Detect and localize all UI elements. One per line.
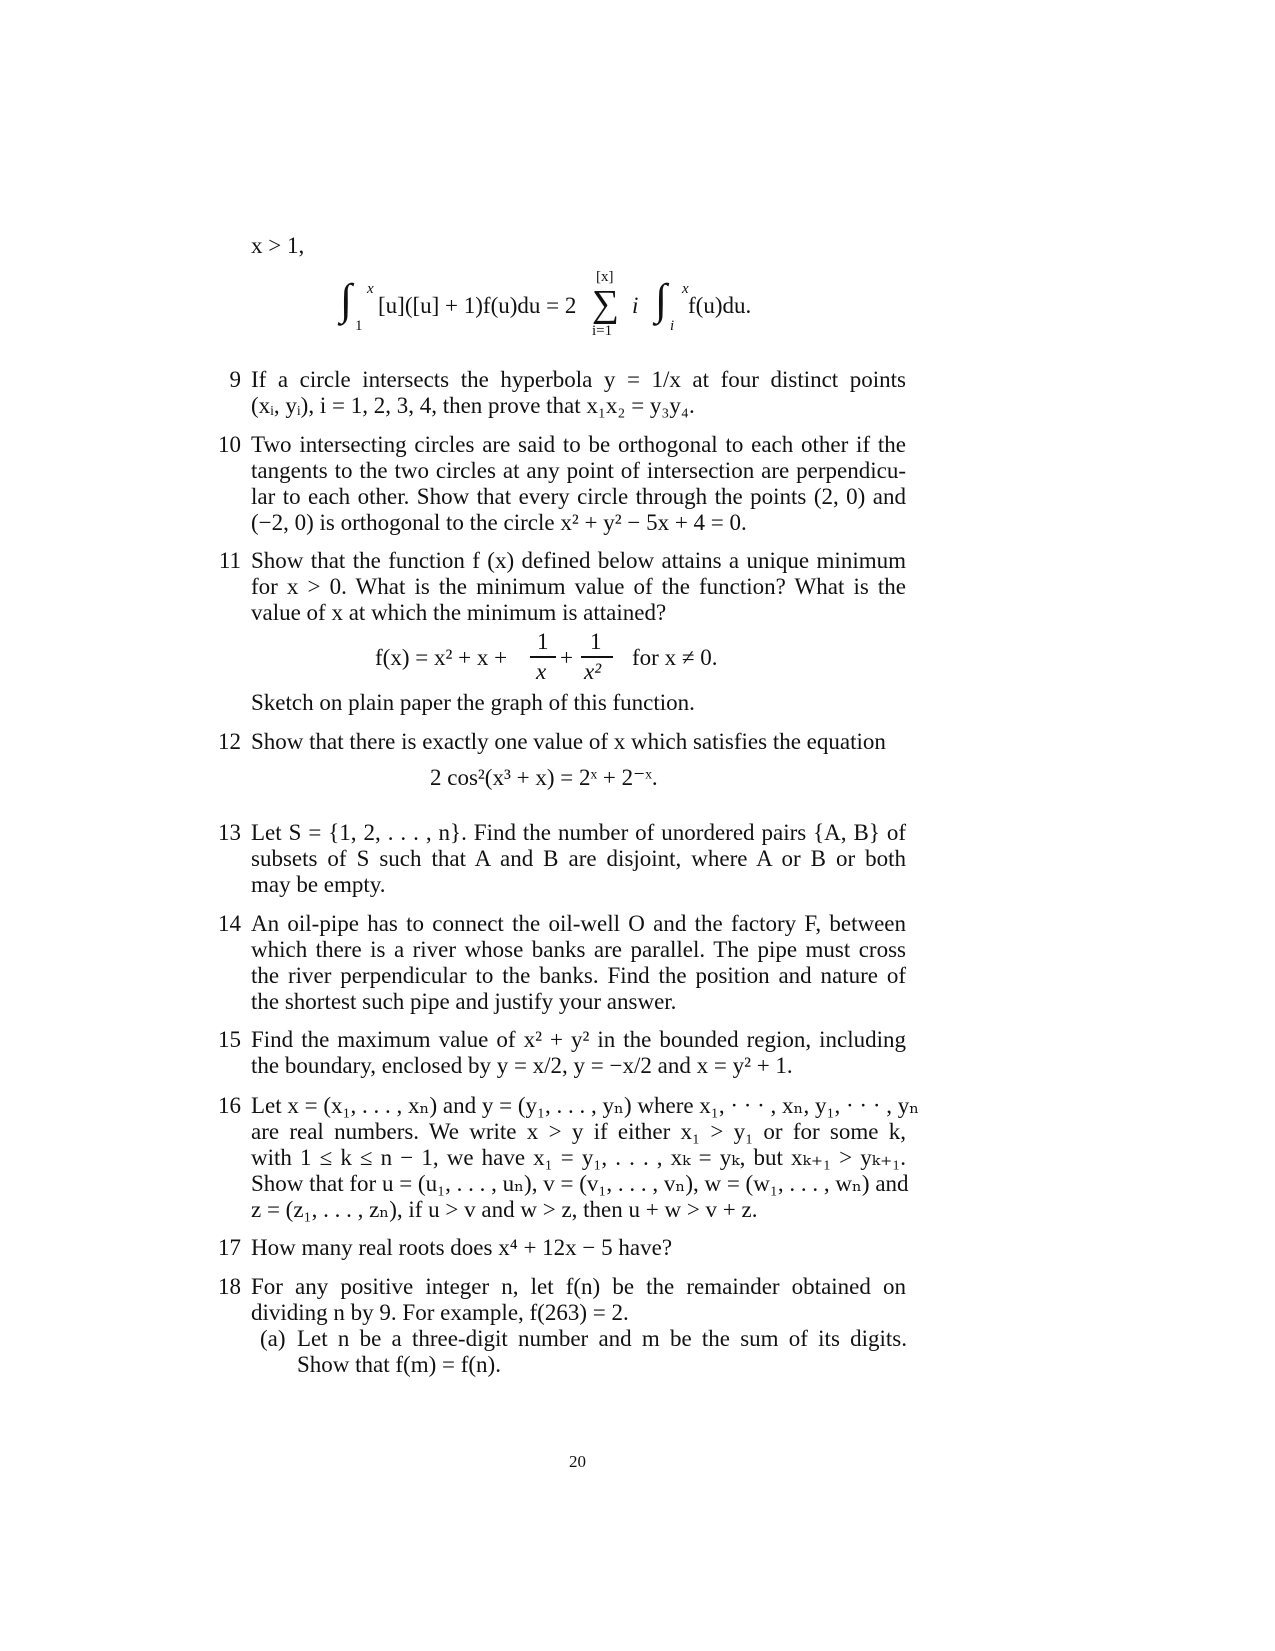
problem-line: Let S = {1, 2, . . . , n}. Find the number of unordered pairs {A, B} of bbox=[251, 820, 906, 845]
problem-number: 17 bbox=[218, 1235, 241, 1260]
integral-sign: ∫ bbox=[340, 275, 353, 324]
problem-line: Two intersecting circles are said to be orthogonal to each other if the bbox=[251, 432, 906, 457]
problem-number: 9 bbox=[229, 367, 241, 392]
problem-line: If a circle intersects the hyperbola y = 1/x at four distinct points bbox=[251, 367, 906, 392]
problem-number: 18 bbox=[218, 1274, 241, 1299]
frac2-den: x² bbox=[584, 659, 602, 684]
sum-term: i bbox=[632, 293, 639, 318]
int2-upper: x bbox=[682, 281, 689, 297]
integral-sign-2: ∫ bbox=[655, 275, 668, 324]
problem-line: Show that there is exactly one value of x which satisfies the equation bbox=[251, 729, 886, 754]
problem-line: which there is a river whose banks are parallel. The pipe must cross bbox=[251, 937, 906, 962]
problem-line: with 1 ≤ k ≤ n − 1, we have x₁ = y₁, . . . , xₖ = yₖ, but xₖ₊₁ > yₖ₊₁. bbox=[251, 1145, 906, 1170]
problem-line: lar to each other. Show that every circle through the points (2, 0) and bbox=[251, 484, 906, 509]
problem-line: (−2, 0) is orthogonal to the circle x² + y² − 5x + 4 = 0. bbox=[251, 510, 747, 535]
problem-line: are real numbers. We write x > y if either x₁ > y₁ or for some k, bbox=[251, 1119, 906, 1144]
problem-line: dividing n by 9. For example, f(263) = 2. bbox=[251, 1300, 629, 1325]
problem-number: 16 bbox=[218, 1093, 241, 1118]
problem-line: How many real roots does x⁴ + 12x − 5 have? bbox=[251, 1235, 673, 1260]
problem-line: z = (z₁, . . . , zₙ), if u > v and w > z, then u + w > v + z. bbox=[251, 1197, 758, 1222]
problem-line: (xᵢ, yᵢ), i = 1, 2, 3, 4, then prove that x₁x₂ = y₃y₄. bbox=[251, 393, 695, 418]
problem-number: 11 bbox=[218, 548, 241, 573]
frac1-num: 1 bbox=[537, 629, 549, 654]
problem-line: the shortest such pipe and justify your answer. bbox=[251, 989, 677, 1014]
sum-sign: ∑ bbox=[592, 283, 620, 325]
problem-number: 14 bbox=[218, 911, 241, 936]
eq-condition: for x ≠ 0. bbox=[632, 645, 718, 670]
frac2-bar bbox=[581, 656, 613, 658]
problem-line: Sketch on plain paper the graph of this function. bbox=[251, 690, 695, 715]
problem-line: Show that the function f (x) defined below attains a unique minimum bbox=[251, 548, 906, 573]
problem-line: Let x = (x₁, . . . , xₙ) and y = (y₁, . . . , yₙ) where x₁, · · · , xₙ, y₁, · · · , yₙ bbox=[251, 1093, 920, 1118]
problem-line: tangents to the two circles at any point of intersection are perpendicu- bbox=[251, 458, 906, 483]
frac2-num: 1 bbox=[590, 629, 602, 654]
int2-lower: i bbox=[670, 318, 675, 334]
cos-equation: 2 cos²(x³ + x) = 2ˣ + 2⁻ˣ. bbox=[430, 765, 658, 790]
plus-sign: + bbox=[560, 645, 573, 670]
problem-number: 15 bbox=[218, 1027, 241, 1052]
sum-upper: [x] bbox=[596, 269, 614, 285]
integral-rhs-tail: f(u)du. bbox=[688, 293, 752, 318]
int-lower: 1 bbox=[355, 318, 363, 334]
problem-line: An oil-pipe has to connect the oil-well O and the factory F, between bbox=[251, 911, 906, 936]
problem-line: For any positive integer n, let f(n) be the remainder obtained on bbox=[251, 1274, 906, 1299]
integral-lhs: [u]([u] + 1)f(u)du = 2 bbox=[378, 293, 577, 318]
problem-line: for x > 0. What is the minimum value of the function? What is the bbox=[251, 574, 906, 599]
intro-text: x > 1, bbox=[251, 233, 305, 258]
problem-line: value of x at which the minimum is attained? bbox=[251, 600, 667, 625]
problem-number: 12 bbox=[218, 729, 241, 754]
problem-line: the boundary, enclosed by y = x/2, y = −x/2 and x = y² + 1. bbox=[251, 1053, 793, 1078]
frac1-den: x bbox=[536, 659, 547, 684]
sum-lower: i=1 bbox=[592, 323, 613, 339]
problem-line: Find the maximum value of x² + y² in the bounded region, including bbox=[251, 1027, 906, 1052]
problem-line: subsets of S such that A and B are disjoint, where A or B or both bbox=[251, 846, 906, 871]
int-upper: x bbox=[367, 281, 374, 297]
subpart-line: Show that f(m) = f(n). bbox=[297, 1352, 501, 1377]
problem-number: 10 bbox=[218, 432, 241, 457]
frac1-bar bbox=[530, 656, 556, 658]
problem-line: may be empty. bbox=[251, 872, 386, 897]
page-number: 20 bbox=[569, 1452, 586, 1471]
eq-main: f(x) = x² + x + bbox=[375, 645, 508, 670]
subpart-label: (a) bbox=[260, 1326, 286, 1351]
subpart-line: Let n be a three-digit number and m be the sum of its digits. bbox=[297, 1326, 907, 1351]
problem-line: the river perpendicular to the banks. Find the position and nature of bbox=[251, 963, 906, 988]
problem-line: Show that for u = (u₁, . . . , uₙ), v = (v₁, . . . , vₙ), w = (w₁, . . . , wₙ) and bbox=[251, 1171, 909, 1196]
problem-number: 13 bbox=[218, 820, 241, 845]
